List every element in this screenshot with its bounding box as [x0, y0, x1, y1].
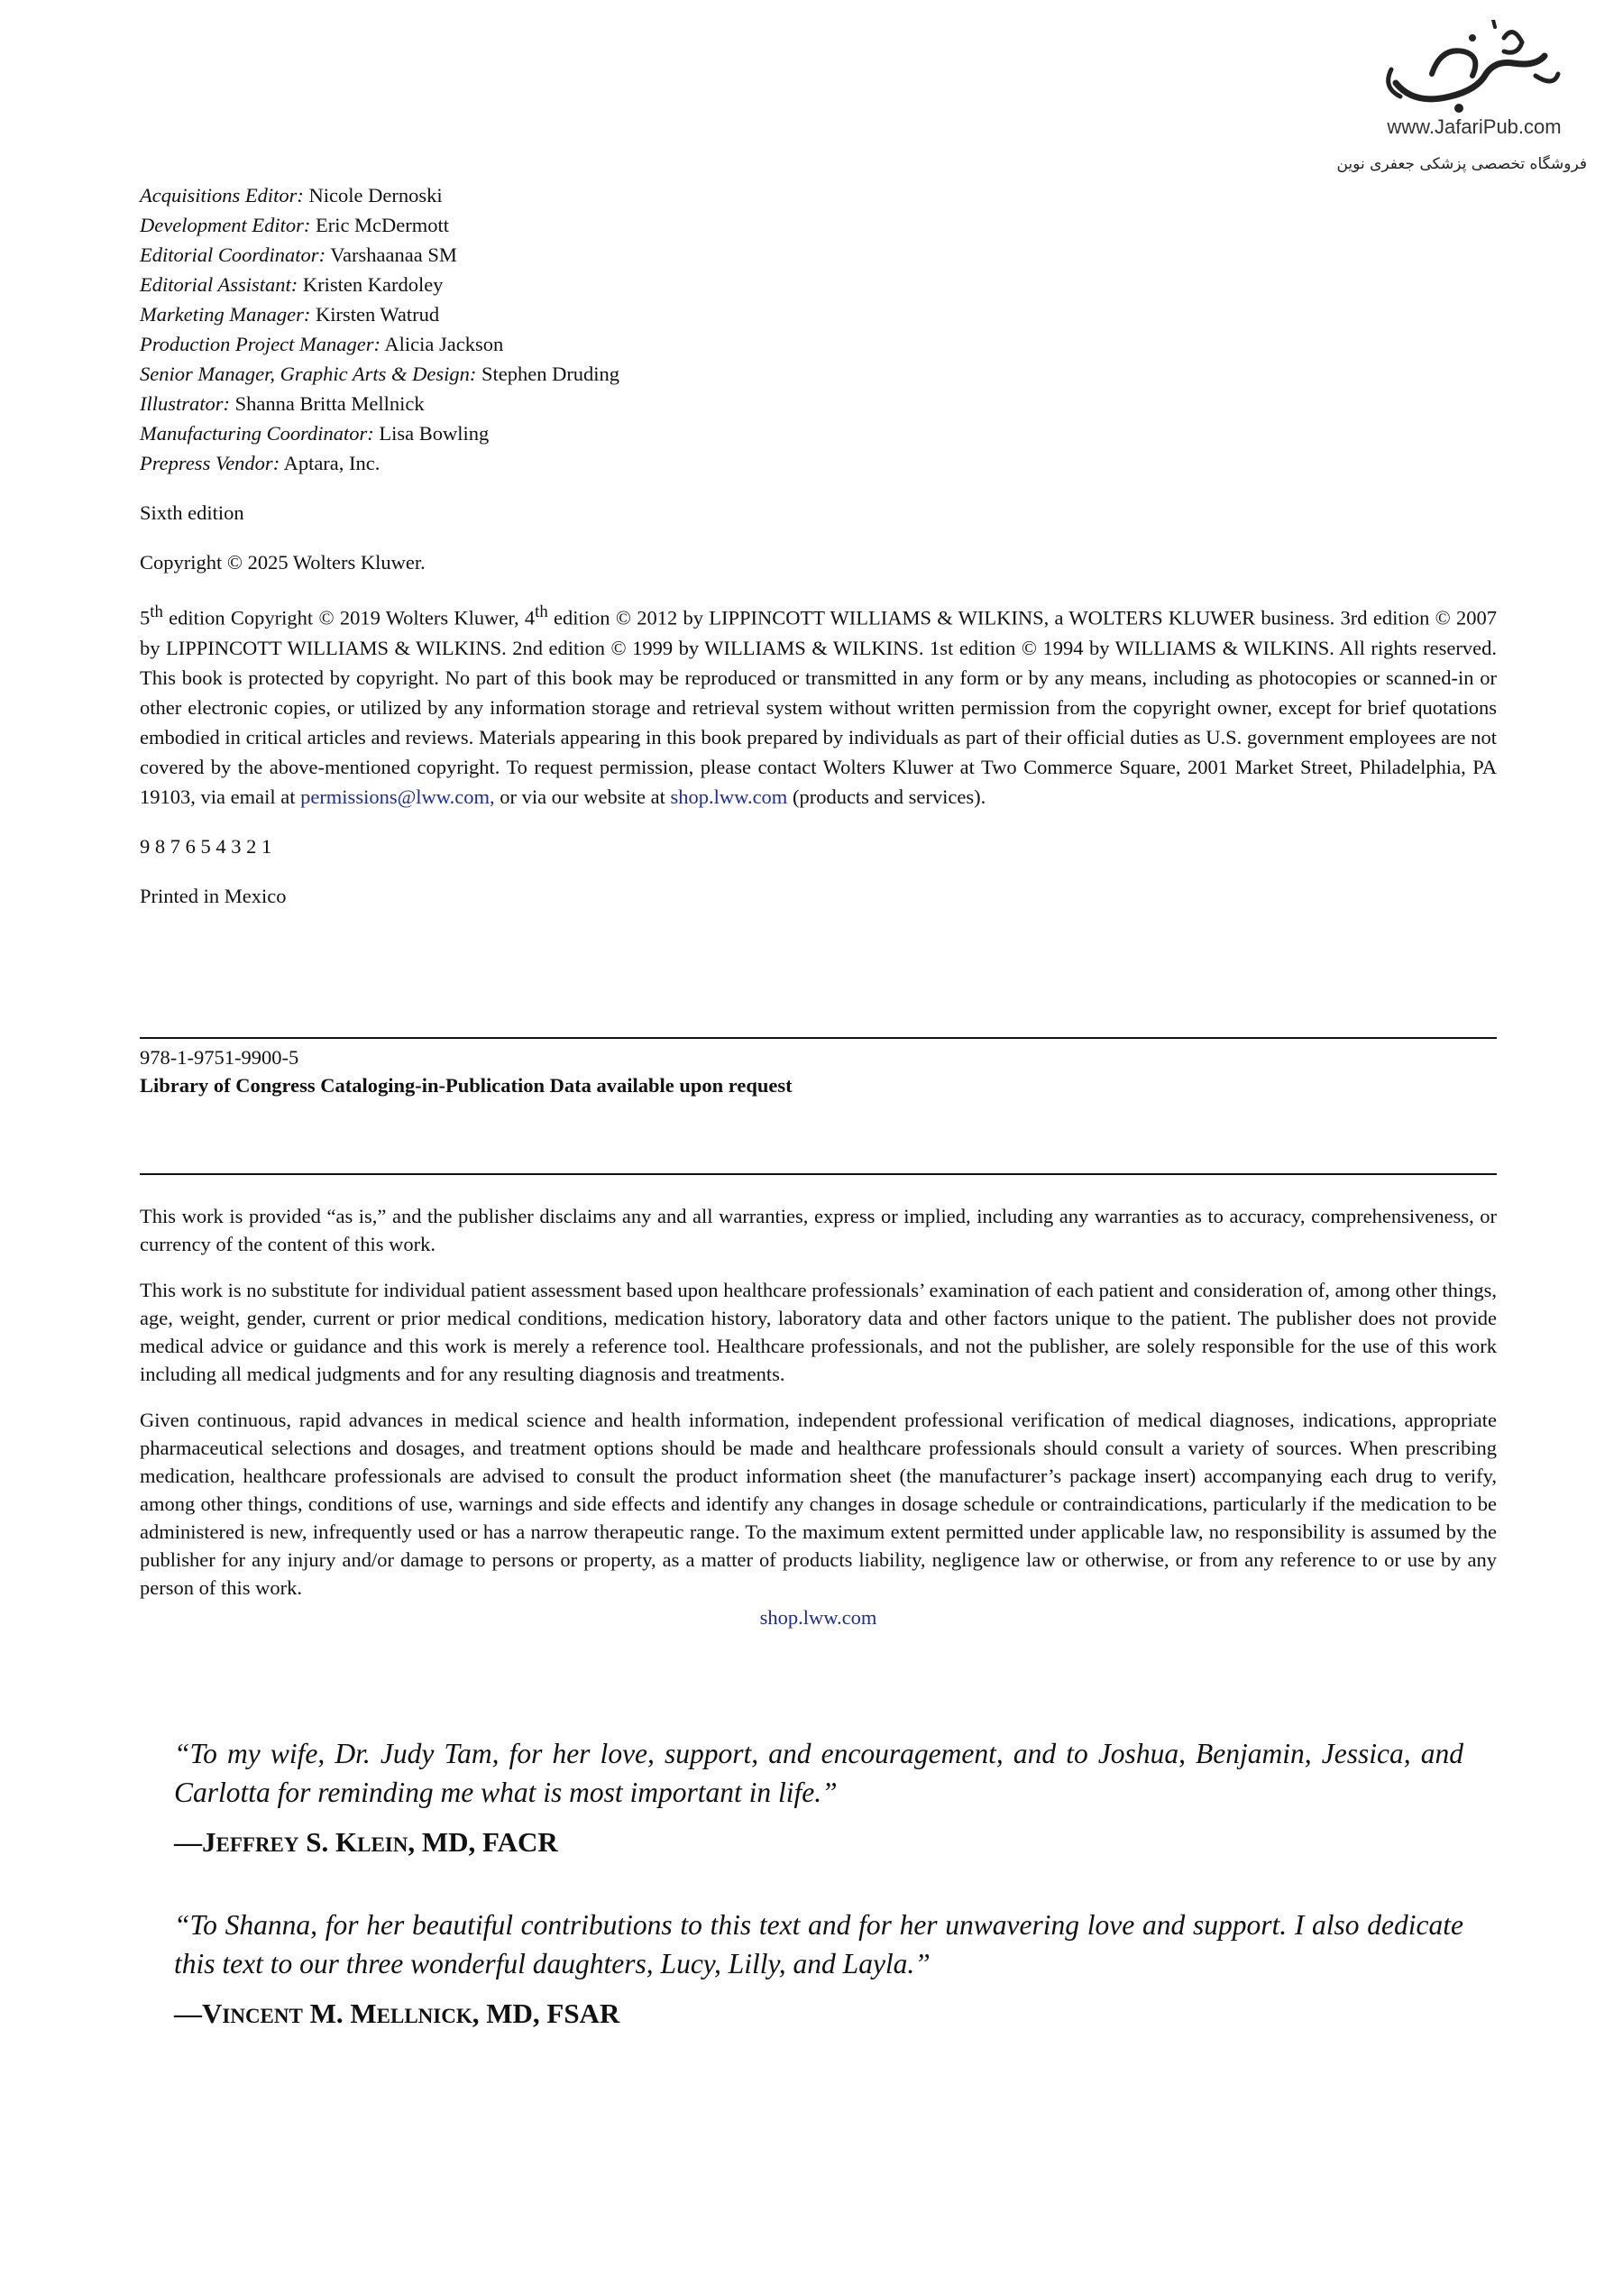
credit-role: Marketing Manager:: [140, 303, 311, 326]
credit-name: Stephen Druding: [476, 363, 620, 385]
credit-role: Production Project Manager:: [140, 333, 381, 355]
disclaimers: [140, 1202, 1497, 1631]
credit-name: Alicia Jackson: [381, 333, 504, 355]
divider: [140, 1037, 1497, 1039]
edition-history: [140, 597, 1497, 812]
credit-row: [140, 329, 1497, 359]
publisher-watermark: [1336, 20, 1605, 182]
ordinal-suffix: th: [535, 602, 548, 621]
credit-row: [140, 448, 1497, 478]
copyright-line: Copyright © 2025 Wolters Kluwer.: [140, 551, 426, 574]
credit-name: Eric McDermott: [310, 214, 450, 236]
credit-row: [140, 180, 1497, 210]
credit-role: Acquisitions Editor:: [140, 184, 304, 207]
dedications: [174, 1734, 1463, 2030]
credit-row: [140, 299, 1497, 329]
credit-role: Editorial Assistant:: [140, 273, 298, 296]
history-text: or via our website at: [494, 785, 671, 808]
printed-in: Printed in Mexico: [140, 884, 287, 907]
disclaimer-paragraph: Given continuous, rapid advances in medical science and health information, independent professional verification of medical diagnoses, indications, appropriate pharmaceutical selections and dosages, and treatment options should be made and healthcare professionals should consult a variety of sources. When prescribing medication, healthcare professionals are advised to consult the product information sheet (the manufacturer’s package insert) accompanying each drug to verify, among other things, conditions of use, warnings and side effects and identify any changes in dosage schedule or contraindications, particularly if the medication to be administered is new, infrequently used or has a narrow therapeutic range. To the maximum extent permitted under applicable law, no responsibility is assumed by the publisher for any injury and/or damage to persons or property, as a matter of products liability, negligence law or otherwise, or from any reference to or use by any person of this work.: [140, 1409, 1497, 1599]
disclaimer-paragraph: This work is provided “as is,” and the publisher disclaims any and all warranties, express or implied, including any warranties as to accuracy, comprehensiveness, or currency of the content of this work.: [140, 1205, 1497, 1255]
credit-name: Kristen Kardoley: [298, 273, 444, 296]
credit-row: [140, 240, 1497, 270]
dedication-quote: “To my wife, Dr. Judy Tam, for her love, support, and encouragement, and to Joshua, Benjamin, Jessica, and Carlotta for reminding me what is most important in life.”: [174, 1738, 1463, 1808]
isbn: 978-1-9751-9900-5: [140, 1046, 299, 1069]
credit-row: [140, 389, 1497, 418]
cip-notice: Library of Congress Cataloging-in-Publication Data available upon request: [140, 1074, 793, 1097]
credit-name: Varshaanaa SM: [326, 243, 457, 266]
cataloging-block: [140, 1043, 1497, 1099]
credit-role: Prepress Vendor:: [140, 452, 280, 474]
credit-role: Editorial Coordinator:: [140, 243, 326, 266]
dedication-signature: —VINCENT M. MELLNICK, MD, FSAR: [174, 1998, 620, 2029]
history-text: edition © 2012 by LIPPINCOTT WILLIAMS & WILKINS, a WOLTERS KLUWER business. 3rd edition © 2007 by LIPPINCOTT WILLIAMS & WILKINS. 2nd edition © 1999 by WILLIAMS & WILKINS. 1st edition © 1994 by WILLIAMS & WILKINS. All rights reserved. This book is protected by copyright. No part of this book may be reproduced or transmitted in any form or by any means, including as photocopies or scanned-in or other electronic copies, or utilized by any information storage and retrieval system without written permission from the copyright owner, except for brief quotations embodied in critical articles and reviews. Materials appearing in this book prepared by individuals as part of their official duties as U.S. government employees are not covered by the above-mentioned copyright. To request permission, please contact Wolters Kluwer at Two Commerce Square, 2001 Market Street, Philadelphia, PA 19103, via email at: [140, 606, 1497, 808]
disclaimer-paragraph: This work is no substitute for individual patient assessment based upon healthcare professionals’ examination of each patient and consideration of, among other things, age, weight, gender, current or prior medical conditions, medication history, laboratory data and other factors unique to the patient. The publisher does not provide medical advice or guidance and this work is merely a reference tool. Healthcare professionals, and not the publisher, are solely responsible for the use of this work including all medical judgments and for any resulting diagnosis and treatments.: [140, 1279, 1497, 1385]
credit-name: Lisa Bowling: [373, 422, 490, 445]
history-text: edition Copyright © 2019 Wolters Kluwer, 4: [162, 606, 536, 629]
history-text: (products and services).: [787, 785, 986, 808]
footer-website-link[interactable]: shop.lww.com: [759, 1606, 877, 1629]
credit-role: Development Editor:: [140, 214, 311, 236]
credit-row: [140, 359, 1497, 389]
dedication-signature: —JEFFREY S. KLEIN, MD, FACR: [174, 1826, 558, 1858]
dedication-quote: “To Shanna, for her beautiful contributions to this text and for her unwavering love and support. I also dedicate this text to our three wonderful daughters, Lucy, Lilly, and Layla.”: [174, 1909, 1463, 1979]
credits-list: [140, 180, 1497, 478]
watermark-url: www.JafariPub.com: [1387, 115, 1562, 138]
watermark-shop-name: فروشگاه تخصصی پزشکی جعفری نوین: [1336, 155, 1587, 173]
edition-line: Sixth edition: [140, 501, 244, 524]
ordinal-suffix: th: [150, 602, 163, 621]
print-line: 9 8 7 6 5 4 3 2 1: [140, 834, 272, 858]
credit-row: [140, 210, 1497, 240]
credit-name: Kirsten Watrud: [310, 303, 440, 326]
website-link[interactable]: shop.lww.com: [670, 785, 788, 808]
credit-name: Aptara, Inc.: [280, 452, 381, 474]
credit-row: [140, 270, 1497, 299]
history-text: 5: [140, 606, 151, 629]
credit-name: Shanna Britta Mellnick: [230, 392, 425, 415]
publication-info: [140, 180, 1497, 911]
credit-role: Manufacturing Coordinator:: [140, 422, 374, 445]
permissions-email-link[interactable]: permissions@lww.com,: [300, 785, 495, 808]
credit-row: [140, 418, 1497, 448]
divider: [140, 1173, 1497, 1175]
credit-role: Senior Manager, Graphic Arts & Design:: [140, 363, 477, 385]
credit-name: Nicole Dernoski: [303, 184, 443, 207]
credit-role: Illustrator:: [140, 392, 231, 415]
calligraphy-logo-icon: [1378, 20, 1567, 115]
